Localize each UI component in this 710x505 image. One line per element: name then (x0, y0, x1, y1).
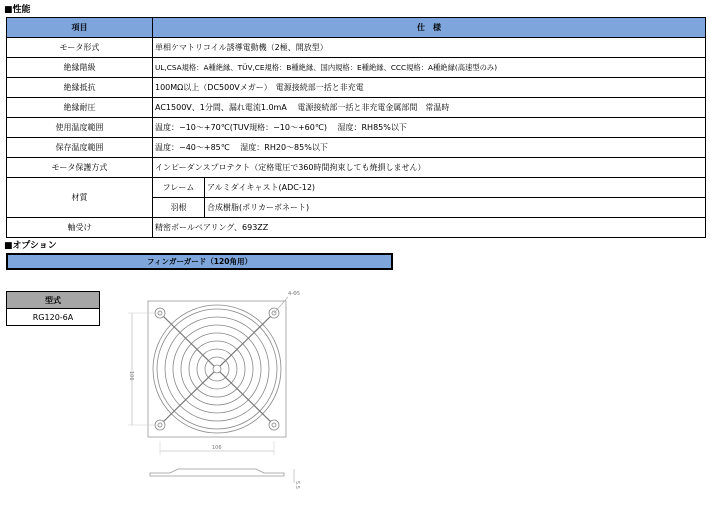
material-part: フレーム (153, 178, 205, 198)
table-row (7, 138, 706, 158)
row-value: インピーダンスプロテクト（定格電圧で360時間拘束しても焼損しません） (153, 158, 706, 178)
row-value: 温度：−40～+85℃ 湿度：RH20～85%以下 (153, 138, 706, 158)
material-label: 材質 (7, 178, 153, 218)
table-row (7, 78, 706, 98)
row-value: 温度：−10～+70℃(TUV規格：−10～+60℃) 湿度：RH85%以下 (153, 118, 706, 138)
table-header-row (7, 18, 706, 38)
row-label: 絶縁階級 (7, 58, 153, 78)
row-value: 100MΩ以上（DC500Vメガー） 電源接続部一括と非充電 (153, 78, 706, 98)
performance-title: ■性能 (4, 5, 31, 15)
bearing-label: 軸受け (7, 218, 153, 238)
finger-guard-bar: フィンガーガード（120角用） (6, 253, 393, 270)
model-table (6, 291, 100, 326)
table-row (7, 158, 706, 178)
row-value: AC1500V、1分間、漏れ電流1.0mA 電源接続部一括と非充電金属部間 常温時 (153, 98, 706, 118)
row-label: 絶縁耐圧 (7, 98, 153, 118)
table-row (7, 38, 706, 58)
material-value: アルミダイキャスト(ADC-12) (205, 178, 706, 198)
bearing-value: 精密ボールベアリング、693ZZ (153, 218, 706, 238)
dim-height: 106 (128, 371, 134, 381)
row-label: 保存温度範囲 (7, 138, 153, 158)
row-label: モータ保護方式 (7, 158, 153, 178)
row-value: 単相ケマトリコイル誘導電動機（2極、開放型） (153, 38, 706, 58)
model-header: 型式 (7, 292, 100, 309)
header-spec: 仕 様 (153, 18, 706, 38)
header-item: 項目 (7, 18, 153, 38)
material-value: 合成樹脂(ポリカーボネート) (205, 198, 706, 218)
dim-width: 106 (212, 445, 222, 451)
finger-guard-drawing (120, 285, 310, 500)
table-row (7, 178, 706, 198)
row-label: モータ形式 (7, 38, 153, 58)
row-label: 使用温度範囲 (7, 118, 153, 138)
side-profile (150, 469, 284, 476)
model-value: RG120-6A (7, 309, 100, 326)
center-hub (213, 365, 221, 373)
table-row (7, 218, 706, 238)
options-title: ■オプション (4, 241, 57, 251)
row-value: UL,CSA規格：A種絶縁、TÜV,CE規格：B種絶縁、国内規格：E種絶縁、CCC規格：A種絶縁(高速型のみ) (153, 58, 706, 78)
table-row (7, 58, 706, 78)
thickness-label: 5.5 (294, 481, 300, 489)
performance-table (6, 17, 706, 238)
row-label: 絶縁抵抗 (7, 78, 153, 98)
table-row (7, 98, 706, 118)
table-row (7, 118, 706, 138)
hole-label: 4-Φ5 (288, 291, 301, 297)
material-part: 羽根 (153, 198, 205, 218)
